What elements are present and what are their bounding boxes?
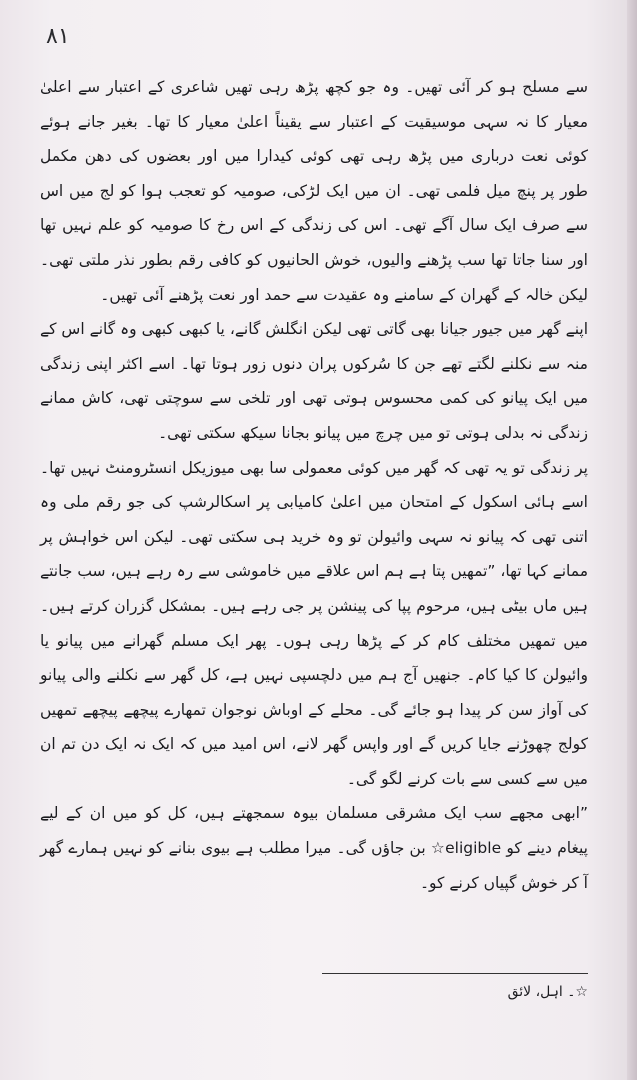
paragraph: سے مسلح ہو کر آئی تھیں۔ وہ جو کچھ پڑھ رہی تھیں شاعری کے اعتبار سے اعلیٰ معیار کا نہ سہی موسیقیت کے اعتبار سے یقیناً اعلیٰ معیار کا تھا۔ بغیر جانے ہوئے کوئی نعت درباری میں پڑھ رہی تھی کوئی کیدارا میں اور بعضوں کی دھن مکمل طور پر پنچ میل فلمی تھی۔ ان میں ایک لڑکی، صومیہ کو تعجب ہوا کو لج میں اس سے صرف ایک سال آگے تھی۔ اس کی زندگی کے اس رخ کا صومیہ کو علم نہیں تھا اور سنا جاتا تھا سب پڑھنے والیوں، خوش الحانیوں کو کافی رقم بطور نذر ملتی تھی۔ لیکن خالہ کے گھران کے سامنے وہ عقیدت سے حمد اور نعت پڑھنے آئی تھیں۔ — [40, 78, 588, 304]
paragraph: پر زندگی تو یہ تھی کہ گھر میں کوئی معمولی سا بھی میوزیکل انسٹرومنٹ نہیں تھا۔ اسے ہائی اسکول کے امتحان میں اعلیٰ کامیابی پر اسکالرشپ کی جو رقم ملی وہ اتنی تھی کہ پیانو نہ سہی وائیولن تو وہ خرید ہی سکتی تھی۔ لیکن اس خواہش پر ممانے کہا تھا، ”تمھیں پتا ہے ہم اس علاقے میں خاموشی سے رہ رہے ہیں، سب جانتے ہیں ماں بیٹی ہیں، مرحوم پپا کی پینشن پر جی رہے ہیں۔ بمشکل گزران کرتے ہیں۔ میں تمھیں مختلف کام کر کے پڑھا رہی ہوں۔ پھر ایک مسلم گھرانے میں پیانو یا وائیولن کا کیا کام۔ جنھیں آج ہم میں دلچسپی نہیں ہے، کل گھر سے نکلنے والی پیانو کی آواز سن کر پیدا ہو جائے گی۔ محلے کے اوباش نوجوان تمھارے پیچھے پیچھے تمھیں کولج چھوڑنے جایا کریں گے اور واپس گھر لانے، اس امید میں کہ ایک نہ ایک دن تم ان میں سے کسی سے بات کرنے لگو گی۔ — [40, 458, 588, 788]
footnote: ☆۔ اہل، لائق — [507, 984, 588, 1000]
body-text — [40, 70, 588, 900]
paragraph: ”ابھی مجھے سب ایک مشرقی مسلمان بیوہ سمجھتے ہیں، کل کو میں ان کے لیے پیغام دینے کو eligible☆ بن جاؤں گی۔ میرا مطلب ہے بیوی بنانے کو نہیں ہمارے گھر آ کر خوش گپیاں کرنے کو۔ — [40, 804, 588, 892]
footnote-divider — [322, 973, 588, 974]
page-spine-shadow — [627, 0, 637, 1080]
paragraph: اپنے گھر میں جیور جیانا بھی گاتی تھی لیکن انگلش گانے، یا کبھی کبھی وہ گانے اس کے منہ سے نکلنے لگتے تھے جن کا سُرکوں پران دنوں زور ہوتا تھا۔ اسے اکثر اپنی زندگی میں ایک پیانو کی کمی محسوس ہوتی تھی اور تلخی سے سوچتی تھی، کاش ممانے زندگی نہ بدلی ہوتی تو میں چرچ میں پیانو بجانا سیکھ سکتی تھی۔ — [40, 320, 588, 442]
page-number: ٨١ — [46, 24, 70, 49]
